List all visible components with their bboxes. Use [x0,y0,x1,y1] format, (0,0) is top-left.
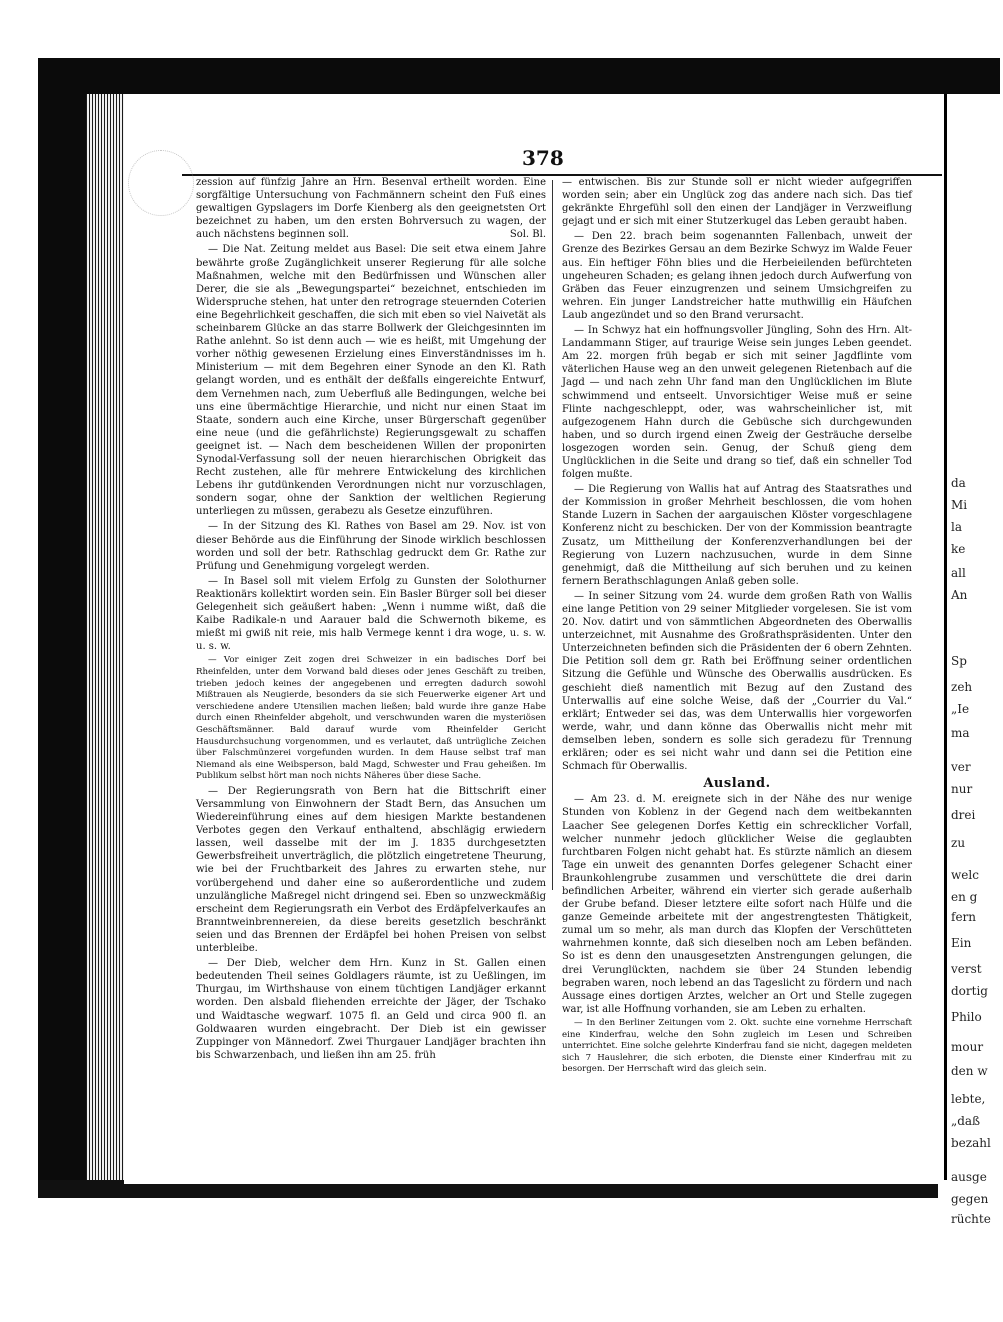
adjacent-page-fragment: Mi [951,498,968,512]
book-page-edges [86,94,124,1184]
article-paragraph: — In der Sitzung des Kl. Rathes von Basel am 29. Nov. ist von dieser Behörde aus die Einführung der Sinode wirklich beschlossen worden und soll der betr. Rathschlag gedruckt dem Gr. Rathe zur Prüfung und Genehmigung vorgelegt werden. [196,521,546,572]
adjacent-page-fragment: den w [951,1064,988,1078]
adjacent-page-fragment: welc [951,868,979,882]
adjacent-page-fragment: Sp [951,654,967,668]
article-paragraph: zession auf fünfzig Jahre an Hrn. Besenval ertheilt worden. Eine sorgfältige Untersuchung von Fachmännern scheint den Fuß eines gewaltigen Gypslagers im Dorfe Kienberg als den geeignetsten Ort bezeichnet zu haben, um den ersten Bohrversuch zu wagen, der auch nächstens beginnen soll. Sol. Bl. [196,177,546,241]
scan-border-left [38,58,86,1188]
adjacent-page-fragment: bezahl [951,1136,991,1150]
left-column [196,176,546,1064]
adjacent-page-fragment: nur [951,782,973,796]
adjacent-page-fragment: Philo [951,1010,982,1024]
adjacent-page-fragment: da [951,476,966,490]
article-paragraph: — Am 23. d. M. ereignete sich in der Nähe des nur wenige Stunden von Koblenz in der Gegend nach dem weitbekannten Laacher See gelegenen Dorfes Kettig ein schrecklicher Vorfall, welcher nunmehr jedoch glücklicher Weise die geglaubten furchtbaren Folgen nicht gehabt hat. Es stürzte nämlich an diesem Tage ein unweit des genannten Dorfes gelegener Schacht einer Braunkohlengrube zusammen und verschüttete die drei darin befindlichen Arbeiter, während ein vierter sich gerade außerhalb der Grube befand. Dieser letztere eilte sofort nach Hülfe und die ganze Gemeinde arbeitete mit der angestrengtesten Thätigkeit, zumal um so mehr, als man durch das Klopfen der Verschütteten wahrnehmen konnte, daß sich dieselben noch am Leben befänden. So ist es denn den unausgesetzten Anstrengungen gelungen, die drei Verunglückten, nachdem sie über 24 Stunden lebendig begraben waren, noch lebend an das Tageslicht zu fördern und nach Aussage eines dortigen Arztes, welcher an Ort und Stelle zugegen war, ist alle Hoffnung vorhanden, sie am Leben zu erhalten. [562,794,912,1015]
adjacent-page-fragment: en g [951,890,978,904]
adjacent-page-fragment: mour [951,1040,984,1054]
adjacent-page-fragment: „Ie [951,702,970,716]
adjacent-page-strip [944,94,1003,1226]
article-paragraph: — Den 22. brach beim sogenannten Fallenbach, unweit der Grenze des Bezirkes Gersau an dem Bezirke Schwyz im Walde Feuer aus. Ein heftiger Föhn blies und die Herbeieilenden befürchteten ungeheuren Schaden; es gelang ihnen jedoch durch Aufwerfung von Gräben das Feuer einzugrenzen und seinem Umsichgreifen zu wehren. Ein junger Landstreicher hatte muthwillig ein Häufchen Laub angezündet und so den Brand verursacht. [562,231,912,321]
article-paragraph: — Der Dieb, welcher dem Hrn. Kunz in St. Gallen einen bedeutenden Theil seines Goldlagers räumte, ist zu Ueßlingen, im Thurgau, im Wirthshause von einem tüchtigen Landjäger erkannt worden. Den alsbald fliehenden erreichte der Jäger, der Tschako und Waidtasche wegwarf. 1075 fl. an Geld und circa 900 fl. an Goldwaaren wurden eingebracht. Der Dieb ist ein gewisser Zuppinger von Männedorf. Zwei Thurgauer Landjäger brachten ihn bis Schwarzenbach, und ließen ihn am 25. früh [196,958,546,1061]
page-number: 378 [522,146,564,170]
adjacent-page-fragment: An [951,588,968,602]
adjacent-page-fragment: gegen [951,1192,989,1206]
adjacent-page-fragment: all [951,566,966,580]
column-divider [552,180,553,890]
adjacent-page-fragment: Ein [951,936,972,950]
adjacent-page-fragment: ke [951,542,966,556]
article-paragraph: — In Basel soll mit vielem Erfolg zu Gunsten der Solothurner Reaktionärs kollektirt worden sein. Ein Basler Bürger soll bei dieser Gelegenheit sich geäußert haben: „Wenn i numme wißt, daß die Kaibe Radikale-n und Aarauer bald die Schwernoth bikeme, es mießt mi gwiß nit reie, mis halb Vermege kennt i dra woge, u. s. w. u. s. w. [196,575,546,653]
article-paragraph: — In den Berliner Zeitungen vom 2. Okt. suchte eine vornehme Herrschaft eine Kinderfrau, welche den Sohn zugleich im Lesen und Schreiben unterrichtet. Eine solche gelehrte Kinderfrau fand sie nicht, dagegen meldeten sich 7 Hauslehrer, die sich erboten, die Dienste einer Kinderfrau mit zu besorgen. Der Herrschaft wird das gleich sein. [562,1017,912,1075]
adjacent-page-fragment: ma [951,726,970,740]
adjacent-page-fragment: lebte, [951,1092,986,1106]
adjacent-page-fragment: rüchte [951,1212,991,1226]
article-paragraph: — Der Regierungsrath von Bern hat die Bittschrift einer Versammlung von Einwohnern der Stadt Bern, das Ansuchen um Wiedereinführung eines auf dem hiesigen Markte bestandenen Verbotes gegen den Verkauf enthaltend, abschlägig erwiedern lassen, weil dasselbe mit der im J. 1835 durchgesetzten Gewerbsfreiheit unverträglich, die plötzlich eingetretene Theurung, wie bei der Fruchtbarkeit des Jahres zu erwarten stehe, nur vorübergehend und daher eine so außerordentliche und zudem unzulängliche Maßregel nicht dringend sei. Eben so unzweckmäßig erscheint dem Regierungsrath ein Verbot des Erdäpfelverkaufes an Branntweinbrennereien, da diese bereits gesetzlich beschränkt seien und das Brennen der Erdäpfel bei hohen Preisen von selbst unterbleibe. [196,785,546,955]
right-column [562,176,912,1078]
section-heading-ausland: Ausland. [703,776,771,792]
article-paragraph: — In Schwyz hat ein hoffnungsvoller Jüngling, Sohn des Hrn. Alt-Landammann Stiger, auf traurige Weise sein junges Leben geendet. Am 22. morgen früh begab er sich mit seiner Jagdflinte vom väterlichen Hause weg an den unweit gelegenen Rietenbach auf die Jagd — und nach zehn Uhr fand man den Unglücklichen im Blute schwimmend und entseelt. Unvorsichtiger Weise muß er seine Flinte nachgeschleppt, oder, was wahrscheinlicher ist, mit aufgezogenem Hahn durch die Gebüsche sich durchgewunden haben, und so durch irgend einen Zweig der Gesträuche derselbe losgezogen worden sein. Genug, der Schuß gieng dem Unglücklichen in die Seite und drang so tief, daß ein schneller Tod folgen mußte. [562,325,912,481]
article-signature: Sol. Bl. [509,229,546,241]
adjacent-page-fragment: zu [951,836,966,850]
scan-border-top [38,58,1000,94]
library-stamp [128,150,194,216]
adjacent-page-fragment: dortig [951,984,988,998]
adjacent-page-fragment: ausge [951,1170,987,1184]
adjacent-page-fragment: zeh [951,680,973,694]
adjacent-page-fragment: la [951,520,962,534]
adjacent-page-fragment: drei [951,808,976,822]
adjacent-page-fragment: fern [951,910,977,924]
article-paragraph: — In seiner Sitzung vom 24. wurde dem großen Rath von Wallis eine lange Petition von 29 seiner Mitglieder vorgelesen. Sie ist vom 20. Nov. datirt und von sämmtlichen Abgeordneten des Oberwallis unterzeichnet, mit Ausnahme des Großrathspräsidenten. Unter den Unterzeichneten befinden sich die Präsidenten der 6 obern Zehnten. Die Petition soll dem gr. Rath bei Eröffnung seiner ordentlichen Sitzung die Gefühle und Wünsche des Oberwallis ausdrücken. Es geschieht dieß namentlich mit Bezug auf den Zustand des Unterwallis auf eine solche Weise, daß der „Courrier du Val.“ erklärt; Entweder sei das, was dem Unterwallis hier vorgeworfen werde, wahr, und dann könne das Oberwallis nicht mehr mit demselben leben, sondern es solle sich geradezu für Trennung erklären; oder es sei nicht wahr und dann sei die Petition eine Schmach für Oberwallis. [562,590,912,773]
newspaper-page [124,94,944,1184]
article-paragraph: — entwischen. Bis zur Stunde soll er nicht wieder aufgegriffen worden sein; aber ein Unglück zog das andere nach sich. Das tief gekränkte Ehrgefühl soll den einen der Landjäger in Verzweiflung gejagt und er sich mit einer Stutzerkugel das Leben geraubt haben. [562,177,912,228]
article-paragraph: — Die Regierung von Wallis hat auf Antrag des Staatsrathes und der Kommission in großer Mehrheit beschlossen, die vom hohen Stande Luzern in Sachen der aargauischen Klöster vorgeschlagene Konferenz nicht zu beschicken. Der von der Kommission beantragte Zusatz, um Mittheilung der Konferenzverhandlungen bei der Regierung von Luzern nachzusuchen, wurde in dem Sinne genehmigt, daß die Mittheilung auf sich beruhen und zu keinen fernern Berathschlagungen Anlaß geben solle. [562,484,912,587]
adjacent-page-fragment: ver [951,760,971,774]
adjacent-page-fragment: „daß [951,1114,981,1128]
article-paragraph: — Die Nat. Zeitung meldet aus Basel: Die seit etwa einem Jahre bewährte große Zugänglichkeit unserer Regierung für alle solche Maßnahmen, welche mit den Bedürfnissen und Wünschen aller Derer, die sie als „Bewegungspartei“ bezeichnet, entschieden im Widerspruche stehen, hat unter den retrograge steuernden Coterien eine Begehrlichkeit geschaffen, die sich mit eben so viel Naivetät als scheinbarem Glücke an das starre Bollwerk der Gleichgesinnten im Rathe anlehnt. So ist denn auch — wie es heißt, mit Umgehung der vorher nöthig gewesenen Erzielung eines Einverständnisses im h. Ministerium — mit dem Begehren einer Synode an den Kl. Rath gelangt worden, und es enthält der deßfalls eingereichte Entwurf, dem Vernehmen nach, zum Ueberfluß alle Bedingungen, welche bei uns eine übermächtige Hierarchie, und nicht nur einen Staat im Staate, sondern auch eine Kirche, unser Bürgerschaft gegenüber eine neue (und die gefährlichste) Regierungsgewalt zu schaffen geeignet ist. — Nach dem bescheidenen Willen der proponirten Synodal-Verfassung soll der neuen hierarchischen Obrigkeit das Recht zustehen, alle für mehrere Entwickelung des kirchlichen Lebens ihr gutdünkenden Verordnungen nicht nur vorzuschlagen, sondern sogar, ohne der Sanktion der weltlichen Regierung unterliegen zu müssen, gerabezu als Gesetze einzuführen. [196,244,546,518]
adjacent-page-fragment: verst [951,962,982,976]
article-paragraph: — Vor einiger Zeit zogen drei Schweizer in ein badisches Dorf bei Rheinfelden, unter dem Vorwand bald dieses oder jenes Geschäft zu treiben, trieben jedoch keines der angegebenen und erregten dadurch sowohl Mißtrauen als Neugierde, besonders da sie sich Feuerwerke eigener Art und verschiedene andere Utensilien machen ließen; bald wurde ihre ganze Habe durch einen Rheinfelder abgeholt, und verschwunden waren die mysteriösen Geschäftsmänner. Bald darauf wurde vom Rheinfelder Gericht Hausdurchsuchung vorgenommen, und es verlautet, daß untrügliche Zeichen über Falschmünzerei vorgefunden wurden. In dem Hause selbst traf man Niemand als eine Weibsperson, bald Magd, Schwester und Frau geheißen. Im Publikum selbst hört man noch nichts Näheres über diese Sache. [196,655,546,782]
